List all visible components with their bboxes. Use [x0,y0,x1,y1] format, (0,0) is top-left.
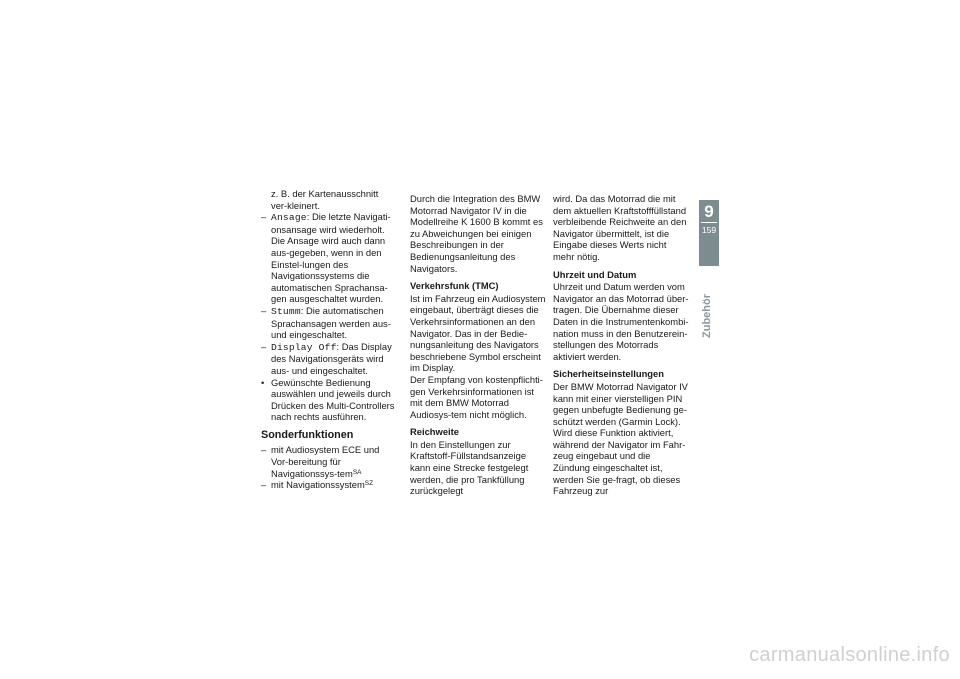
watermark: carmanualsonline.info [749,644,950,666]
heading-sicherheitseinstellungen: Sicherheitseinstellungen [553,368,664,380]
dash-marker: – [261,211,267,223]
list-item-stumm [261,305,397,341]
tmc-paragraph-2: Der Empfang von kostenpflichti-gen Verkehrsinformationen ist mit dem BMW Motorrad Audiosys-tem nicht möglich. [410,373,543,420]
instruction-bullet [261,377,397,423]
footnote-sa: SA [352,468,362,476]
list-item-ansage [261,211,397,305]
bullet-marker: • [261,376,265,388]
intro-continuation [261,188,397,211]
security-paragraph-1: Der BMW Motorrad Navigator IV kann mit einer vierstelligen PIN gegen unbefugte Bedienung ge-schützt werden (Garmin Lock). [553,380,688,427]
chapter-number: 9 [704,202,714,221]
menu-term-display-off: Display Off [271,341,337,353]
dash-marker: – [261,444,267,456]
heading-uhrzeit-datum: Uhrzeit und Datum [553,268,637,280]
chapter-tab [699,200,719,266]
section-side-title [697,290,721,340]
tmc-paragraph-1: Ist im Fahrzeug ein Audiosystem eingebaut, überträgt dieses die Verkehrsinformationen an den Navigator. Das in der Bedie-nungsanleitung des Navigators beschriebene Symbol erscheint im Display. [410,292,546,374]
special-item-audiosystem [261,444,397,479]
special-item-text: mit Audiosystem ECE und Vor-bereitung für Navigationssys-tem [271,444,380,479]
section-heading-sonderfunktionen: Sonderfunktionen [261,428,354,441]
security-paragraph-2: Wird diese Funktion aktiviert, während der Navigator im Fahr-zeug eingebaut und die Zündung eingeschaltet ist, werden Sie ge-fragt, ob dieses Fahrzeug zur [553,427,686,497]
text-column-1 [261,188,397,491]
menu-term-stumm: Stumm [271,305,301,317]
list-item-display-off [261,341,397,377]
heading-reichweite: Reichweite [410,426,459,438]
page-number: 159 [701,225,717,235]
special-item-navigation [261,479,397,491]
menu-term-ansage: Ansage [271,212,307,224]
integration-paragraph: Durch die Integration des BMW Motorrad Navigator IV in die Modellreihe K 1600 B kommt es zu Abweichungen bei einigen Beschreibungen in der Bedienungsanleitung des Navigators. [410,193,543,274]
list-item-text: : Das Display des Navigationsgeräts wird aus- und eingeschaltet. [271,340,392,376]
special-item-text: mit Navigationssystem [271,479,365,491]
list-item-text: : Die letzte Navigati-onsansage wird wiederholt. Die Ansage wird auch dann aus-gegeben, wenn in den Einstel-lungen des Navigationssystems die automatischen Sprachansa-gen ausgeschaltet wurden. [271,211,391,305]
text-column-2 [410,193,546,497]
heading-verkehrsfunk: Verkehrsfunk (TMC) [410,280,499,292]
dash-marker: – [261,304,267,316]
dash-marker: – [261,340,267,352]
section-title-text: Zubehör [701,294,713,338]
instruction-text: Gewünschte Bedienung auswählen und jeweils durch Drücken des Multi-Controllers nach rechts ausführen. [271,376,395,423]
intro-text: z. B. der Kartenausschnitt ver-kleinert. [271,188,379,211]
dash-marker: – [261,479,267,491]
time-paragraph: Uhrzeit und Datum werden vom Navigator an das Motorrad über-tragen. Die Übernahme dieser Daten in die Instrumentenkombi-nation muss in den Benutzerein-stellungen des Motorrads aktiviert werden. [553,281,689,362]
range-continuation-paragraph: wird. Da das Motorrad die mit dem aktuellen Kraftstofffüllstand verbleibende Reichweite an den Navigator übermittelt, ist die Eingabe dieses Werts nicht mehr nötig. [553,193,687,262]
text-column-3 [553,193,689,497]
footnote-sz: SZ [364,480,374,488]
list-item-text: : Die automatischen Sprachansagen werden aus- und eingeschaltet. [271,304,391,341]
range-paragraph: In den Einstellungen zur Kraftstoff-Füllstandsanzeige kann eine Strecke festgelegt werden, die pro Tankfüllung zurückgelegt [410,438,529,497]
tab-divider [701,222,717,223]
